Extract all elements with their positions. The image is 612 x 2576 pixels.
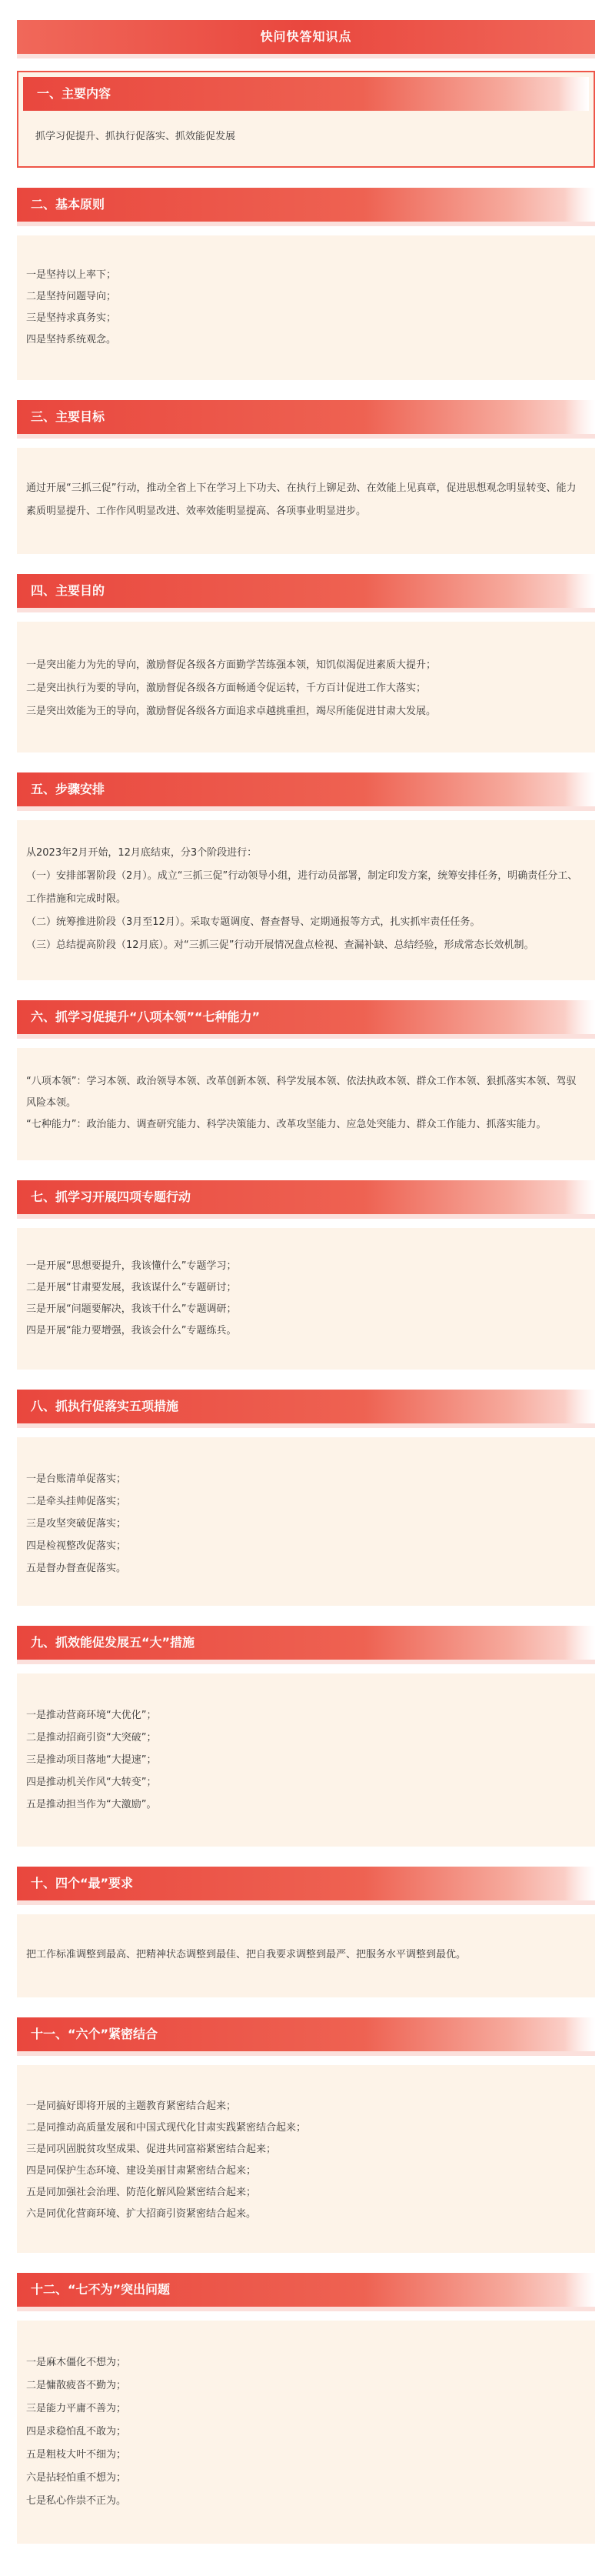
body-line: 四是开展“能力要增强，我该会什么”专题练兵。 bbox=[26, 1325, 237, 1336]
body-line: “七种能力”：政治能力、调查研究能力、科学决策能力、改革攻坚能力、应急处突能力、群众工作能力、抓落实能力。 bbox=[26, 1119, 547, 1130]
section-five-execution-measures bbox=[17, 1390, 595, 1606]
section-heading bbox=[23, 77, 589, 111]
heading-fade-decoration bbox=[564, 1000, 595, 1034]
section-heading bbox=[17, 1626, 595, 1660]
section-heading-text: 二、基本原则 bbox=[31, 197, 105, 212]
section-seven-nots bbox=[17, 2273, 595, 2544]
body-line: 六是同优化营商环境、扩大招商引资紧密结合起来。 bbox=[26, 2208, 257, 2220]
section-body bbox=[17, 1437, 595, 1606]
body-line: “八项本领”：学习本领、政治领导本领、改革创新本领、科学发展本领、依法执政本领、群众工作本领、狠抓落实本领、驾驭风险本领。 bbox=[26, 1076, 577, 1109]
section-four-most-requirements bbox=[17, 1867, 595, 1997]
section-body bbox=[17, 820, 595, 980]
body-line: 三是同巩固脱贫攻坚成果、促进共同富裕紧密结合起来； bbox=[26, 2144, 277, 2155]
section-body bbox=[17, 235, 595, 380]
section-heading-text: 十一、“六个”紧密结合 bbox=[31, 2027, 158, 2041]
section-heading-text: 八、抓执行促落实五项措施 bbox=[31, 1399, 179, 1413]
section-heading-text: 九、抓效能促发展五“大”措施 bbox=[31, 1635, 195, 1650]
section-eight-skills-seven-abilities bbox=[17, 1000, 595, 1160]
section-main-purposes bbox=[17, 574, 595, 752]
body-line: 一是同搞好即将开展的主题教育紧密结合起来； bbox=[26, 2101, 237, 2112]
body-line: 五是同加强社会治理、防范化解风险紧密结合起来； bbox=[26, 2187, 257, 2198]
section-heading-text: 四、主要目的 bbox=[31, 583, 105, 598]
heading-fade-decoration bbox=[564, 1390, 595, 1423]
body-line: 七是私心作祟不正为。 bbox=[26, 2495, 127, 2507]
section-heading bbox=[17, 2017, 595, 2051]
section-schedule bbox=[17, 772, 595, 980]
section-body bbox=[17, 2321, 595, 2544]
section-heading bbox=[17, 1867, 595, 1900]
heading-fade-decoration bbox=[564, 1180, 595, 1214]
section-main-goals bbox=[17, 400, 595, 554]
section-heading-text: 三、主要目标 bbox=[31, 409, 105, 424]
section-body bbox=[17, 1228, 595, 1370]
heading-fade-decoration bbox=[564, 1867, 595, 1900]
section-heading bbox=[17, 1000, 595, 1034]
body-line: 通过开展“三抓三促”行动，推动全省上下在学习上下功夫、在执行上铆足劲、在效能上见真章，促进思想观念明显转变、能力素质明显提升、工作作风明显改进、效率效能明显提高、各项事业明显进步。 bbox=[26, 482, 577, 517]
body-line: 五是粗枝大叶不细为； bbox=[26, 2449, 127, 2461]
body-line: 三是攻坚突破促落实； bbox=[26, 1518, 127, 1530]
body-line: （三）总结提高阶段（12月底）。对“三抓三促”行动开展情况盘点检视、查漏补缺、总结经验，形成常态长效机制。 bbox=[26, 939, 534, 951]
heading-fade-decoration bbox=[564, 574, 595, 608]
section-heading-text: 六、抓学习促提升“八项本领”“七种能力” bbox=[31, 1009, 261, 1024]
section-heading bbox=[17, 1390, 595, 1423]
body-line: 一是台账清单促落实； bbox=[26, 1473, 127, 1485]
body-line: 五是推动担当作为“大激励”。 bbox=[26, 1799, 157, 1810]
body-line: 三是能力平庸不善为； bbox=[26, 2403, 127, 2414]
body-line: 三是坚持求真务实； bbox=[26, 312, 117, 324]
section-four-special-actions bbox=[17, 1180, 595, 1370]
section-heading bbox=[17, 1180, 595, 1214]
body-line: 二是推动招商引资“大突破”； bbox=[26, 1732, 157, 1743]
body-line: 二是开展“甘肃要发展，我该谋什么”专题研讨； bbox=[26, 1282, 237, 1293]
section-heading bbox=[17, 574, 595, 608]
body-line: 四是求稳怕乱不敢为； bbox=[26, 2426, 127, 2438]
body-line: 二是牵头挂帅促落实； bbox=[26, 1496, 127, 1507]
body-line: 四是同保护生态环境、建设美丽甘肃紧密结合起来； bbox=[26, 2165, 257, 2177]
body-line: 从2023年2月开始，12月底结束，分3个阶段进行： bbox=[26, 847, 258, 859]
body-line: 五是督办督查促落实。 bbox=[26, 1563, 127, 1574]
section-heading-text: 十、四个“最”要求 bbox=[31, 1876, 134, 1890]
body-line: 三是突出效能为王的导向，激励督促各级各方面追求卓越挑重担，竭尽所能促进甘肃大发展。 bbox=[26, 706, 437, 717]
section-five-big-measures bbox=[17, 1626, 595, 1847]
body-line: 一是坚持以上率下； bbox=[26, 269, 117, 281]
body-line: 四是坚持系统观念。 bbox=[26, 334, 117, 345]
section-heading-text: 五、步骤安排 bbox=[31, 782, 105, 796]
heading-fade-decoration bbox=[564, 1626, 595, 1660]
body-line: 一是突出能力为先的导向，激励督促各级各方面勤学苦练强本领，知饥似渴促进素质大提升； bbox=[26, 659, 437, 671]
heading-fade-decoration bbox=[564, 400, 595, 434]
section-heading bbox=[17, 188, 595, 222]
heading-fade-decoration bbox=[564, 188, 595, 222]
section-body bbox=[23, 111, 589, 162]
body-line: 四是推动机关作风“大转变”； bbox=[26, 1777, 157, 1788]
section-body bbox=[17, 2065, 595, 2253]
body-line: 一是推动营商环境“大优化”； bbox=[26, 1710, 157, 1721]
body-line: （一）安排部署阶段（2月）。成立“三抓三促”行动领导小组，进行动员部署，制定印发方案，统筹安排任务，明确责任分工、工作措施和完成时限。 bbox=[26, 870, 578, 905]
section-heading bbox=[17, 772, 595, 806]
heading-fade-decoration bbox=[564, 2273, 595, 2307]
section-heading-text: 七、抓学习开展四项专题行动 bbox=[31, 1190, 191, 1204]
heading-fade-decoration bbox=[564, 2017, 595, 2051]
section-heading bbox=[17, 400, 595, 434]
body-line: 二是突出执行为要的导向，激励督促各级各方面畅通令促运转，千方百计促进工作大落实； bbox=[26, 682, 427, 694]
body-line: 把工作标准调整到最高、把精神状态调整到最佳、把自我要求调整到最严、把服务水平调整到最优。 bbox=[26, 1949, 467, 1960]
body-line: 六是拈轻怕重不想为； bbox=[26, 2472, 127, 2484]
section-six-combinations bbox=[17, 2017, 595, 2253]
body-line: 三是开展“问题要解决，我该干什么”专题调研； bbox=[26, 1303, 237, 1315]
body-line: 二是坚持问题导向； bbox=[26, 291, 117, 302]
section-heading bbox=[17, 2273, 595, 2307]
body-line: （二）统筹推进阶段（3月至12月）。采取专题调度、督查督导、定期通报等方式，扎实抓牢责任任务。 bbox=[26, 916, 481, 928]
section-body bbox=[17, 1048, 595, 1160]
body-line: 一是麻木僵化不想为； bbox=[26, 2357, 127, 2368]
section-heading-text: 十二、“七不为”突出问题 bbox=[31, 2282, 171, 2297]
body-line: 抓学习促提升、抓执行促落实、抓效能促发展 bbox=[35, 131, 236, 142]
section-main-content bbox=[17, 71, 595, 168]
heading-fade-decoration bbox=[558, 77, 589, 111]
section-body bbox=[17, 1673, 595, 1847]
section-body bbox=[17, 622, 595, 752]
section-body bbox=[17, 448, 595, 554]
section-heading-text: 一、主要内容 bbox=[37, 86, 111, 101]
body-line: 二是慵散疲沓不勤为； bbox=[26, 2380, 127, 2391]
body-line: 一是开展“思想要提升，我该懂什么”专题学习； bbox=[26, 1260, 237, 1272]
section-body bbox=[17, 1914, 595, 1997]
page-title: 快问快答知识点 bbox=[17, 20, 595, 54]
heading-fade-decoration bbox=[564, 772, 595, 806]
section-basic-principles bbox=[17, 188, 595, 380]
body-line: 三是推动项目落地“大提速”； bbox=[26, 1754, 157, 1766]
body-line: 四是检视整改促落实； bbox=[26, 1540, 127, 1552]
body-line: 二是同推动高质量发展和中国式现代化甘肃实践紧密结合起来； bbox=[26, 2122, 307, 2134]
